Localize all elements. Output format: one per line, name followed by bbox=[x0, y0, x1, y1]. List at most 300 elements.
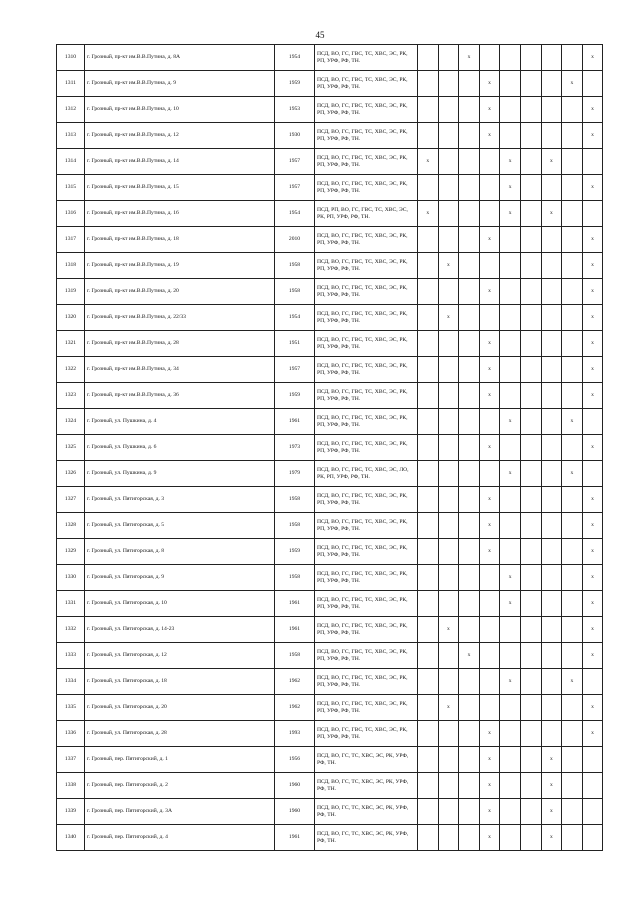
mark-cell bbox=[520, 461, 541, 487]
row-number: 1324 bbox=[57, 409, 85, 435]
mark-cell bbox=[562, 565, 583, 591]
year-cell: 1962 bbox=[275, 669, 315, 695]
mark-cell bbox=[418, 175, 439, 201]
mark-cell bbox=[459, 71, 480, 97]
works-cell: ПСД, ВО, ГС, ГВС, ТС, ХВС, ЭС, РК, РП, УРФ, РФ, ТН. bbox=[315, 279, 418, 305]
mark-cell bbox=[541, 435, 562, 461]
mark-cell bbox=[418, 617, 439, 643]
mark-cell bbox=[438, 773, 459, 799]
row-number: 1327 bbox=[57, 487, 85, 513]
mark-cell: x bbox=[582, 45, 603, 71]
table-row bbox=[57, 513, 603, 539]
mark-cell: x bbox=[562, 461, 583, 487]
works-cell: ПСД, ВО, ГС, ГВС, ТС, ХВС, ЭС, РК, РП, УРФ, РФ, ТН. bbox=[315, 71, 418, 97]
address-cell: г. Грозный, пр-кт им.В.В.Путина, д. 20 bbox=[85, 279, 275, 305]
address-cell: г. Грозный, пр-кт им.В.В.Путина, д. 8А bbox=[85, 45, 275, 71]
address-cell: г. Грозный, ул. Пятигорская, д. 5 bbox=[85, 513, 275, 539]
mark-cell bbox=[500, 227, 521, 253]
mark-cell bbox=[500, 97, 521, 123]
mark-cell: x bbox=[500, 565, 521, 591]
mark-cell bbox=[459, 617, 480, 643]
year-cell: 1973 bbox=[275, 435, 315, 461]
table-row bbox=[57, 201, 603, 227]
mark-cell bbox=[541, 331, 562, 357]
mark-cell bbox=[418, 409, 439, 435]
mark-cell bbox=[459, 357, 480, 383]
row-number: 1323 bbox=[57, 383, 85, 409]
mark-cell: x bbox=[541, 201, 562, 227]
mark-cell bbox=[520, 591, 541, 617]
mark-cell bbox=[418, 799, 439, 825]
table-row bbox=[57, 461, 603, 487]
mark-cell bbox=[520, 643, 541, 669]
mark-cell bbox=[438, 721, 459, 747]
works-cell: ПСД, ВО, ГС, ГВС, ТС, ХВС, ЭС, РК, РП, УРФ, РФ, ТН. bbox=[315, 695, 418, 721]
mark-cell bbox=[562, 617, 583, 643]
mark-cell bbox=[562, 539, 583, 565]
mark-cell: x bbox=[479, 825, 500, 851]
table-row bbox=[57, 825, 603, 851]
works-cell: ПСД, ВО, ГС, ГВС, ТС, ХВС, ЭС, РК, РП, УРФ, РФ, ТН. bbox=[315, 539, 418, 565]
mark-cell: x bbox=[582, 591, 603, 617]
row-number: 1319 bbox=[57, 279, 85, 305]
address-cell: г. Грозный, пер. Пятигорский, д. 3А bbox=[85, 799, 275, 825]
year-cell: 1957 bbox=[275, 357, 315, 383]
mark-cell bbox=[418, 279, 439, 305]
mark-cell bbox=[418, 747, 439, 773]
mark-cell: x bbox=[438, 253, 459, 279]
mark-cell bbox=[541, 305, 562, 331]
mark-cell bbox=[582, 799, 603, 825]
mark-cell: x bbox=[582, 383, 603, 409]
year-cell: 1961 bbox=[275, 409, 315, 435]
works-cell: ПСД, ВО, ГС, ГВС, ТС, ХВС, ЭС, РК, РП, УРФ, РФ, ТН. bbox=[315, 123, 418, 149]
mark-cell bbox=[500, 643, 521, 669]
mark-cell bbox=[459, 487, 480, 513]
mark-cell bbox=[520, 539, 541, 565]
mark-cell bbox=[418, 97, 439, 123]
mark-cell: x bbox=[479, 435, 500, 461]
mark-cell bbox=[520, 617, 541, 643]
mark-cell: x bbox=[582, 331, 603, 357]
mark-cell bbox=[438, 799, 459, 825]
mark-cell bbox=[418, 461, 439, 487]
year-cell: 2010 bbox=[275, 227, 315, 253]
mark-cell bbox=[541, 513, 562, 539]
mark-cell bbox=[438, 591, 459, 617]
row-number: 1339 bbox=[57, 799, 85, 825]
works-cell: ПСД, ВО, ГС, ГВС, ТС, ХВС, ЭС, РК, РП, УРФ, РФ, ТН. bbox=[315, 591, 418, 617]
works-cell: ПСД, ВО, ГС, ГВС, ТС, ХВС, ЭС, РК, РП, УРФ, РФ, ТН. bbox=[315, 643, 418, 669]
works-cell: ПСД, ВО, ГС, ГВС, ТС, ХВС, ЭС, РК, РП, УРФ, РФ, ТН. bbox=[315, 331, 418, 357]
mark-cell: x bbox=[459, 643, 480, 669]
table-row bbox=[57, 175, 603, 201]
mark-cell bbox=[459, 799, 480, 825]
mark-cell: x bbox=[500, 591, 521, 617]
mark-cell bbox=[562, 175, 583, 201]
mark-cell bbox=[541, 357, 562, 383]
mark-cell bbox=[479, 565, 500, 591]
mark-cell bbox=[459, 97, 480, 123]
mark-cell bbox=[520, 331, 541, 357]
address-cell: г. Грозный, пр-кт им.В.В.Путина, д. 15 bbox=[85, 175, 275, 201]
mark-cell bbox=[520, 45, 541, 71]
mark-cell bbox=[520, 409, 541, 435]
mark-cell: x bbox=[479, 487, 500, 513]
mark-cell bbox=[541, 383, 562, 409]
mark-cell bbox=[562, 591, 583, 617]
mark-cell bbox=[459, 435, 480, 461]
row-number: 1313 bbox=[57, 123, 85, 149]
mark-cell bbox=[459, 409, 480, 435]
mark-cell: x bbox=[582, 305, 603, 331]
mark-cell: x bbox=[582, 695, 603, 721]
address-cell: г. Грозный, ул. Пятигорская, д. 8 bbox=[85, 539, 275, 565]
mark-cell bbox=[418, 383, 439, 409]
mark-cell bbox=[520, 565, 541, 591]
mark-cell bbox=[459, 565, 480, 591]
mark-cell bbox=[520, 123, 541, 149]
mark-cell bbox=[520, 253, 541, 279]
mark-cell: x bbox=[582, 357, 603, 383]
year-cell: 1957 bbox=[275, 175, 315, 201]
mark-cell bbox=[500, 435, 521, 461]
mark-cell bbox=[438, 71, 459, 97]
mark-cell: x bbox=[479, 71, 500, 97]
address-cell: г. Грозный, ул. Пушкина, д. 9 bbox=[85, 461, 275, 487]
year-cell: 1958 bbox=[275, 487, 315, 513]
mark-cell bbox=[500, 279, 521, 305]
mark-cell: x bbox=[438, 305, 459, 331]
mark-cell bbox=[500, 305, 521, 331]
year-cell: 1979 bbox=[275, 461, 315, 487]
table-row bbox=[57, 383, 603, 409]
mark-cell bbox=[418, 487, 439, 513]
row-number: 1321 bbox=[57, 331, 85, 357]
address-cell: г. Грозный, ул. Пятигорская, д. 3 bbox=[85, 487, 275, 513]
year-cell: 1961 bbox=[275, 591, 315, 617]
works-cell: ПСД, ВО, ГС, ГВС, ТС, ХВС, ЭС, РК, РП, УРФ, РФ, ТН. bbox=[315, 435, 418, 461]
address-cell: г. Грозный, ул. Пятигорская, д. 20 bbox=[85, 695, 275, 721]
row-number: 1328 bbox=[57, 513, 85, 539]
table-row bbox=[57, 357, 603, 383]
mark-cell bbox=[479, 253, 500, 279]
address-cell: г. Грозный, пер. Пятигорский, д. 4 bbox=[85, 825, 275, 851]
mark-cell bbox=[418, 357, 439, 383]
table-row bbox=[57, 149, 603, 175]
mark-cell bbox=[500, 357, 521, 383]
mark-cell: x bbox=[418, 149, 439, 175]
table-row bbox=[57, 695, 603, 721]
address-cell: г. Грозный, пр-кт им.В.В.Путина, д. 22/33 bbox=[85, 305, 275, 331]
works-cell: ПСД, ВО, ГС, ГВС, ТС, ХВС, ЭС, РК, РП, УРФ, РФ, ТН. bbox=[315, 383, 418, 409]
mark-cell bbox=[500, 487, 521, 513]
works-cell: ПСД, ВО, ГС, ГВС, ТС, ХВС, ЭС, РК, РП, УРФ, РФ, ТН. bbox=[315, 227, 418, 253]
works-cell: ПСД, ВО, ГС, ГВС, ТС, ХВС, ЭС, РК, РП, УРФ, РФ, ТН. bbox=[315, 149, 418, 175]
mark-cell bbox=[520, 149, 541, 175]
address-cell: г. Грозный, пер. Пятигорский, д. 2 bbox=[85, 773, 275, 799]
row-number: 1310 bbox=[57, 45, 85, 71]
mark-cell bbox=[582, 409, 603, 435]
table-row bbox=[57, 123, 603, 149]
mark-cell: x bbox=[479, 227, 500, 253]
mark-cell bbox=[541, 565, 562, 591]
works-cell: ПСД, РП, ВО, ГС, ГВС, ТС, ХВС, ЭС, РК, РП, УРФ, РФ, ТН. bbox=[315, 201, 418, 227]
mark-cell: x bbox=[541, 149, 562, 175]
mark-cell bbox=[438, 565, 459, 591]
mark-cell: x bbox=[479, 357, 500, 383]
address-cell: г. Грозный, ул. Пятигорская, д. 10 bbox=[85, 591, 275, 617]
mark-cell: x bbox=[479, 721, 500, 747]
mark-cell bbox=[541, 227, 562, 253]
mark-cell bbox=[459, 461, 480, 487]
mark-cell bbox=[459, 539, 480, 565]
mark-cell bbox=[520, 799, 541, 825]
table-row bbox=[57, 97, 603, 123]
works-cell: ПСД, ВО, ГС, ГВС, ТС, ХВС, ЭС, РК, РП, УРФ, РФ, ТН. bbox=[315, 357, 418, 383]
mark-cell: x bbox=[562, 409, 583, 435]
mark-cell bbox=[562, 799, 583, 825]
mark-cell bbox=[520, 747, 541, 773]
mark-cell: x bbox=[582, 617, 603, 643]
mark-cell bbox=[541, 591, 562, 617]
mark-cell bbox=[541, 721, 562, 747]
mark-cell bbox=[438, 279, 459, 305]
mark-cell bbox=[418, 45, 439, 71]
mark-cell bbox=[562, 695, 583, 721]
mark-cell bbox=[520, 487, 541, 513]
mark-cell bbox=[562, 305, 583, 331]
year-cell: 1959 bbox=[275, 383, 315, 409]
works-cell: ПСД, ВО, ГС, ГВС, ТС, ХВС, ЭС, РК, РП, УРФ, РФ, ТН. bbox=[315, 669, 418, 695]
table-row bbox=[57, 227, 603, 253]
row-number: 1312 bbox=[57, 97, 85, 123]
mark-cell bbox=[520, 71, 541, 97]
row-number: 1322 bbox=[57, 357, 85, 383]
address-cell: г. Грозный, пр-кт им.В.В.Путина, д. 12 bbox=[85, 123, 275, 149]
mark-cell bbox=[562, 279, 583, 305]
row-number: 1316 bbox=[57, 201, 85, 227]
mark-cell bbox=[520, 825, 541, 851]
mark-cell bbox=[459, 383, 480, 409]
works-cell: ПСД, ВО, ГС, ГВС, ТС, ХВС, ЭС, РК, РП, УРФ, РФ, ТН. bbox=[315, 175, 418, 201]
mark-cell: x bbox=[438, 617, 459, 643]
address-cell: г. Грозный, пр-кт им.В.В.Путина, д. 34 bbox=[85, 357, 275, 383]
row-number: 1315 bbox=[57, 175, 85, 201]
mark-cell: x bbox=[582, 123, 603, 149]
mark-cell: x bbox=[459, 45, 480, 71]
mark-cell bbox=[500, 747, 521, 773]
mark-cell bbox=[459, 253, 480, 279]
mark-cell bbox=[438, 435, 459, 461]
mark-cell bbox=[500, 695, 521, 721]
works-cell: ПСД, ВО, ГС, ГВС, ТС, ХВС, ЭС, РК, РП, УРФ, РФ, ТН. bbox=[315, 565, 418, 591]
mark-cell bbox=[438, 383, 459, 409]
row-number: 1331 bbox=[57, 591, 85, 617]
works-cell: ПСД, ВО, ГС, ТС, ХВС, ЭС, РК, УРФ, РФ, ТН. bbox=[315, 799, 418, 825]
table-row bbox=[57, 721, 603, 747]
mark-cell bbox=[582, 461, 603, 487]
mark-cell: x bbox=[500, 409, 521, 435]
mark-cell bbox=[418, 825, 439, 851]
mark-cell: x bbox=[562, 669, 583, 695]
mark-cell: x bbox=[500, 461, 521, 487]
mark-cell bbox=[459, 227, 480, 253]
mark-cell: x bbox=[479, 773, 500, 799]
mark-cell: x bbox=[582, 487, 603, 513]
mark-cell bbox=[520, 695, 541, 721]
page-number: 45 bbox=[315, 30, 325, 40]
mark-cell bbox=[582, 669, 603, 695]
mark-cell bbox=[418, 305, 439, 331]
mark-cell bbox=[438, 513, 459, 539]
works-cell: ПСД, ВО, ГС, ТС, ХВС, ЭС, РК, УРФ, РФ, ТН. bbox=[315, 825, 418, 851]
mark-cell bbox=[500, 383, 521, 409]
mark-cell bbox=[479, 45, 500, 71]
year-cell: 1958 bbox=[275, 513, 315, 539]
mark-cell bbox=[562, 487, 583, 513]
mark-cell bbox=[459, 149, 480, 175]
mark-cell bbox=[479, 461, 500, 487]
mark-cell: x bbox=[479, 539, 500, 565]
address-cell: г. Грозный, ул. Пушкина, д. 6 bbox=[85, 435, 275, 461]
works-cell: ПСД, ВО, ГС, ТС, ХВС, ЭС, РК, УРФ, РФ, ТН. bbox=[315, 773, 418, 799]
table-row bbox=[57, 45, 603, 71]
mark-cell: x bbox=[500, 669, 521, 695]
row-number: 1340 bbox=[57, 825, 85, 851]
mark-cell bbox=[582, 201, 603, 227]
table-body bbox=[57, 45, 603, 851]
table-row bbox=[57, 539, 603, 565]
works-cell: ПСД, ВО, ГС, ТС, ХВС, ЭС, РК, УРФ, РФ, ТН. bbox=[315, 747, 418, 773]
year-cell: 1958 bbox=[275, 565, 315, 591]
address-cell: г. Грозный, пр-кт им.В.В.Путина, д. 16 bbox=[85, 201, 275, 227]
mark-cell bbox=[562, 773, 583, 799]
table-row bbox=[57, 435, 603, 461]
mark-cell bbox=[418, 227, 439, 253]
mark-cell bbox=[479, 695, 500, 721]
mark-cell: x bbox=[479, 383, 500, 409]
mark-cell bbox=[418, 513, 439, 539]
mark-cell bbox=[541, 461, 562, 487]
mark-cell bbox=[500, 513, 521, 539]
works-cell: ПСД, ВО, ГС, ГВС, ТС, ХВС, ЭС, РК, РП, УРФ, РФ, ТН. bbox=[315, 97, 418, 123]
mark-cell bbox=[582, 747, 603, 773]
mark-cell bbox=[418, 643, 439, 669]
mark-cell bbox=[520, 513, 541, 539]
table-row bbox=[57, 591, 603, 617]
year-cell: 1962 bbox=[275, 695, 315, 721]
mark-cell bbox=[418, 721, 439, 747]
mark-cell bbox=[520, 97, 541, 123]
year-cell: 1961 bbox=[275, 825, 315, 851]
mark-cell bbox=[418, 591, 439, 617]
address-cell: г. Грозный, пр-кт им.В.В.Путина, д. 14 bbox=[85, 149, 275, 175]
mark-cell bbox=[418, 331, 439, 357]
row-number: 1333 bbox=[57, 643, 85, 669]
mark-cell: x bbox=[582, 227, 603, 253]
mark-cell bbox=[459, 747, 480, 773]
year-cell: 1954 bbox=[275, 305, 315, 331]
mark-cell bbox=[541, 97, 562, 123]
mark-cell bbox=[500, 539, 521, 565]
mark-cell bbox=[520, 721, 541, 747]
mark-cell: x bbox=[479, 331, 500, 357]
year-cell: 1961 bbox=[275, 617, 315, 643]
mark-cell: x bbox=[500, 175, 521, 201]
address-cell: г. Грозный, пр-кт им.В.В.Путина, д. 9 bbox=[85, 71, 275, 97]
mark-cell bbox=[459, 591, 480, 617]
year-cell: 1930 bbox=[275, 123, 315, 149]
mark-cell bbox=[562, 825, 583, 851]
mark-cell bbox=[541, 409, 562, 435]
mark-cell: x bbox=[479, 747, 500, 773]
mark-cell bbox=[438, 123, 459, 149]
row-number: 1325 bbox=[57, 435, 85, 461]
mark-cell bbox=[438, 175, 459, 201]
mark-cell bbox=[479, 201, 500, 227]
address-cell: г. Грозный, пер. Пятигорский, д. 1 bbox=[85, 747, 275, 773]
mark-cell bbox=[418, 539, 439, 565]
mark-cell bbox=[459, 175, 480, 201]
mark-cell bbox=[520, 357, 541, 383]
mark-cell bbox=[541, 279, 562, 305]
works-cell: ПСД, ВО, ГС, ГВС, ТС, ХВС, ЭС, РК, РП, УРФ, РФ, ТН. bbox=[315, 305, 418, 331]
mark-cell: x bbox=[541, 799, 562, 825]
table-row bbox=[57, 669, 603, 695]
mark-cell: x bbox=[500, 149, 521, 175]
mark-cell bbox=[500, 617, 521, 643]
row-number: 1334 bbox=[57, 669, 85, 695]
mark-cell bbox=[459, 305, 480, 331]
mark-cell bbox=[541, 669, 562, 695]
address-cell: г. Грозный, пр-кт им.В.В.Путина, д. 36 bbox=[85, 383, 275, 409]
year-cell: 1951 bbox=[275, 331, 315, 357]
mark-cell bbox=[418, 71, 439, 97]
mark-cell: x bbox=[582, 565, 603, 591]
mark-cell bbox=[562, 747, 583, 773]
mark-cell bbox=[459, 773, 480, 799]
mark-cell bbox=[479, 149, 500, 175]
mark-cell bbox=[459, 201, 480, 227]
mark-cell: x bbox=[582, 435, 603, 461]
mark-cell bbox=[562, 227, 583, 253]
mark-cell bbox=[459, 669, 480, 695]
address-cell: г. Грозный, пр-кт им.В.В.Путина, д. 18 bbox=[85, 227, 275, 253]
mark-cell bbox=[479, 409, 500, 435]
mark-cell bbox=[438, 357, 459, 383]
mark-cell: x bbox=[541, 747, 562, 773]
mark-cell: x bbox=[582, 513, 603, 539]
mark-cell bbox=[479, 175, 500, 201]
mark-cell: x bbox=[582, 643, 603, 669]
mark-cell bbox=[418, 565, 439, 591]
works-cell: ПСД, ВО, ГС, ГВС, ТС, ХВС, ЭС, РК, РП, УРФ, РФ, ТН. bbox=[315, 513, 418, 539]
year-cell: 1959 bbox=[275, 71, 315, 97]
works-cell: ПСД, ВО, ГС, ГВС, ТС, ХВС, ЭС, РК, РП, УРФ, РФ, ТН. bbox=[315, 253, 418, 279]
mark-cell bbox=[459, 721, 480, 747]
mark-cell bbox=[479, 617, 500, 643]
row-number: 1329 bbox=[57, 539, 85, 565]
mark-cell bbox=[520, 383, 541, 409]
address-cell: г. Грозный, ул. Пятигорская, д. 12 bbox=[85, 643, 275, 669]
table-row bbox=[57, 617, 603, 643]
mark-cell bbox=[418, 695, 439, 721]
mark-cell bbox=[418, 435, 439, 461]
row-number: 1326 bbox=[57, 461, 85, 487]
table-row bbox=[57, 487, 603, 513]
mark-cell bbox=[520, 279, 541, 305]
